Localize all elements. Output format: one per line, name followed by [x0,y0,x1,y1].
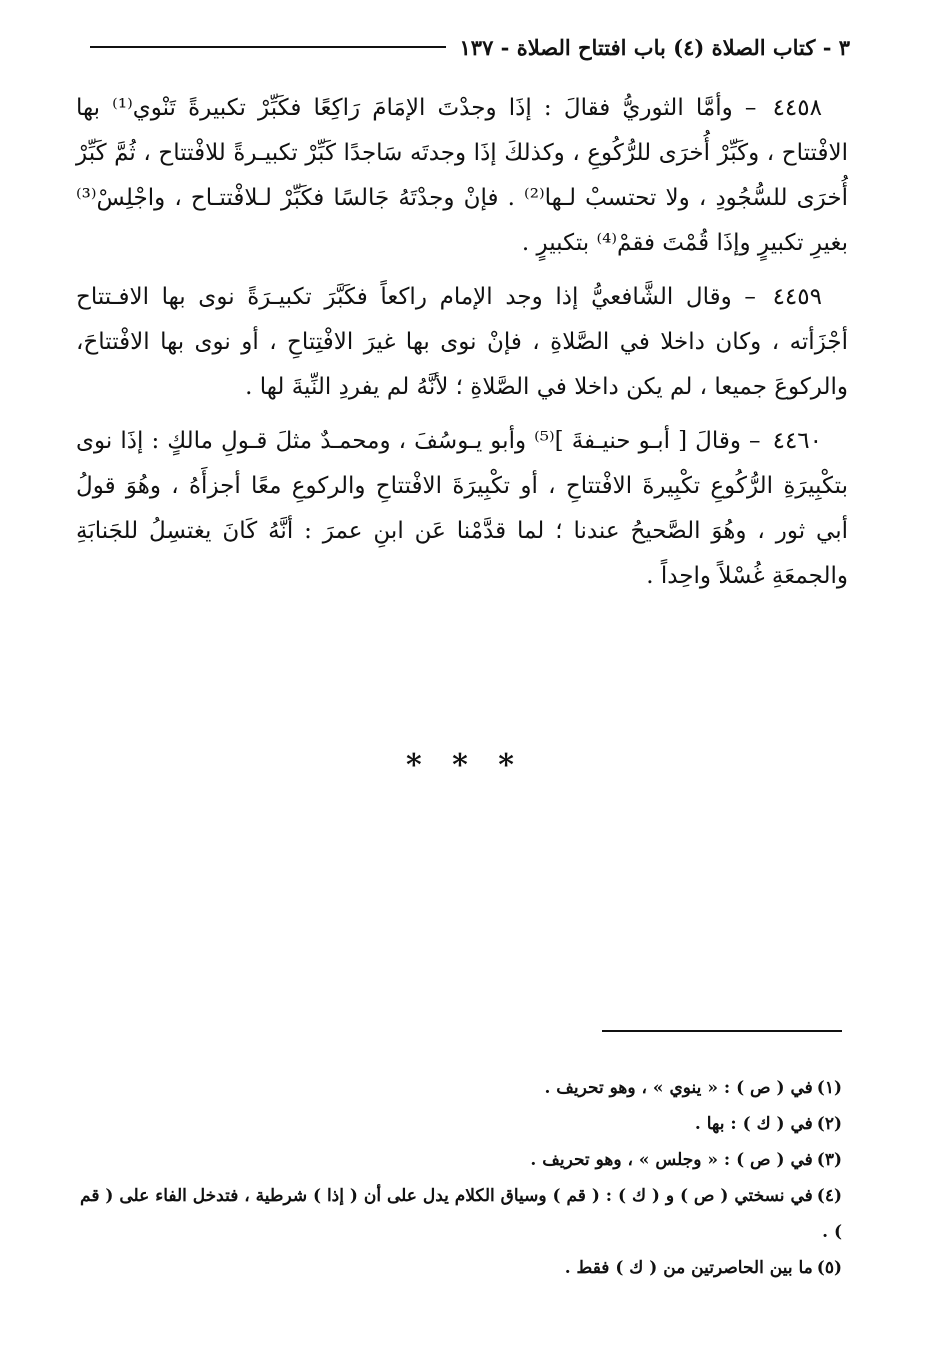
paragraph-4460 [76,419,848,599]
footnote-marker: (١) [816,1078,842,1098]
footnote-1 [76,1070,842,1106]
footnote-marker: (٥) [816,1258,842,1278]
main-text [76,86,848,608]
paragraph-number: ٤٤٦٠ [772,428,823,454]
running-header-text: ٣ - كتاب الصلاة (٤) باب افتتاح الصلاة - ١٣٧ [459,34,850,60]
footnote-text: في ( ص ) : « ينوي » ، وهو تحريف . [544,1078,813,1098]
header-rule [90,46,446,48]
paragraph-text: – وقالَ [ أبـو حنيـفةَ ]⁽⁵⁾ وأبو يـوسُفَ ، ومحمـدٌ مثلَ قـولِ مالكٍ : إذَا نوى بتكْبِيرَةِ الرُّكُوعِ تكْبِيرةَ الافْتتاحِ ، أو تكْبِيرَةَ الافْتتاحِ والركوعِ معًا أجزأَهُ ، وهُوَ قولُ أبي ثور ، وهُوَ الصَّحيحُ عندنا ؛ لما قدَّمْنا عَن ابنِ عمرَ : أنَّهُ كَانَ يغتسِلُ للجَنابَةِ والجمعَةِ غُسْلاً واحِداً . [76,428,848,589]
paragraph-4459 [76,275,848,410]
footnotes [76,1070,842,1286]
page-header [90,32,850,62]
footnote-4 [76,1178,842,1250]
footnote-2 [76,1106,842,1142]
footnote-marker: (٣) [816,1150,842,1170]
footnote-5 [76,1250,842,1286]
footnote-text: في ( ص ) : « وجلس » ، وهو تحريف . [530,1150,813,1170]
paragraph-number: ٤٤٥٩ [772,284,822,310]
section-separator: * * * [406,748,524,783]
footnote-text: في ( ك ) : بها . [694,1114,813,1134]
paragraph-number: ٤٤٥٨ [772,95,822,121]
footnote-3 [76,1142,842,1178]
paragraph-4458 [76,86,848,266]
paragraph-text: – وأمَّا الثوريُّ فقالَ : إذَا وجدْتَ الإمَامَ رَاكِعًا فكَبِّرْ تكبيرةً تَنْوي⁽¹⁾ بها الافْتتاح ، وكَبِّرْ أُخرَى للرُّكُوعِ ، وكذلكَ إذَا وجدتَه سَاجدًا كَبِّرْ تكبيـرةً للافْتتاح ، ثُمَّ كَبِّرْ أُخرَى للسُّجُودِ ، ولا تحتسبْ لـها⁽²⁾ . فإنْ وجدْتَهُ جَالسًا فكَبِّرْ لـلافْتتـاح ، واجْلِسْ⁽³⁾ بغيرِ تكبيرٍ وإذَا قُمْتَ فقمْ⁽⁴⁾ بتكبيرٍ . [76,95,848,256]
footnote-marker: (٤) [816,1186,842,1206]
footnote-text: في نسختي ( ص ) و ( ك ) : ( قم ) وسياق الكلام يدل على أن ( إذا ) شرطية ، فتدخل الفاء على ( قم ) . [80,1186,842,1242]
paragraph-text: – وقال الشَّافعيُّ إذا وجد الإمام راكعاً فكَبَّرَ تكبيـرَةً نوى بها الافـتتاح أجْزَأته ، وكان داخلا في الصَّلاةِ ، فإنْ نوى بها غيرَ الافْتِتاحِ ، أو نوى بها الافْتتاحَ، والركوعَ جميعا ، لم يكن داخلا في الصَّلاةِ ؛ لأنَّهُ لم يفردِ النِّيةَ لها . [76,284,848,400]
footnote-text: ما بين الحاصرتين من ( ك ) فقط . [564,1258,813,1278]
footnote-rule [602,1030,842,1032]
footnote-marker: (٢) [816,1114,842,1134]
